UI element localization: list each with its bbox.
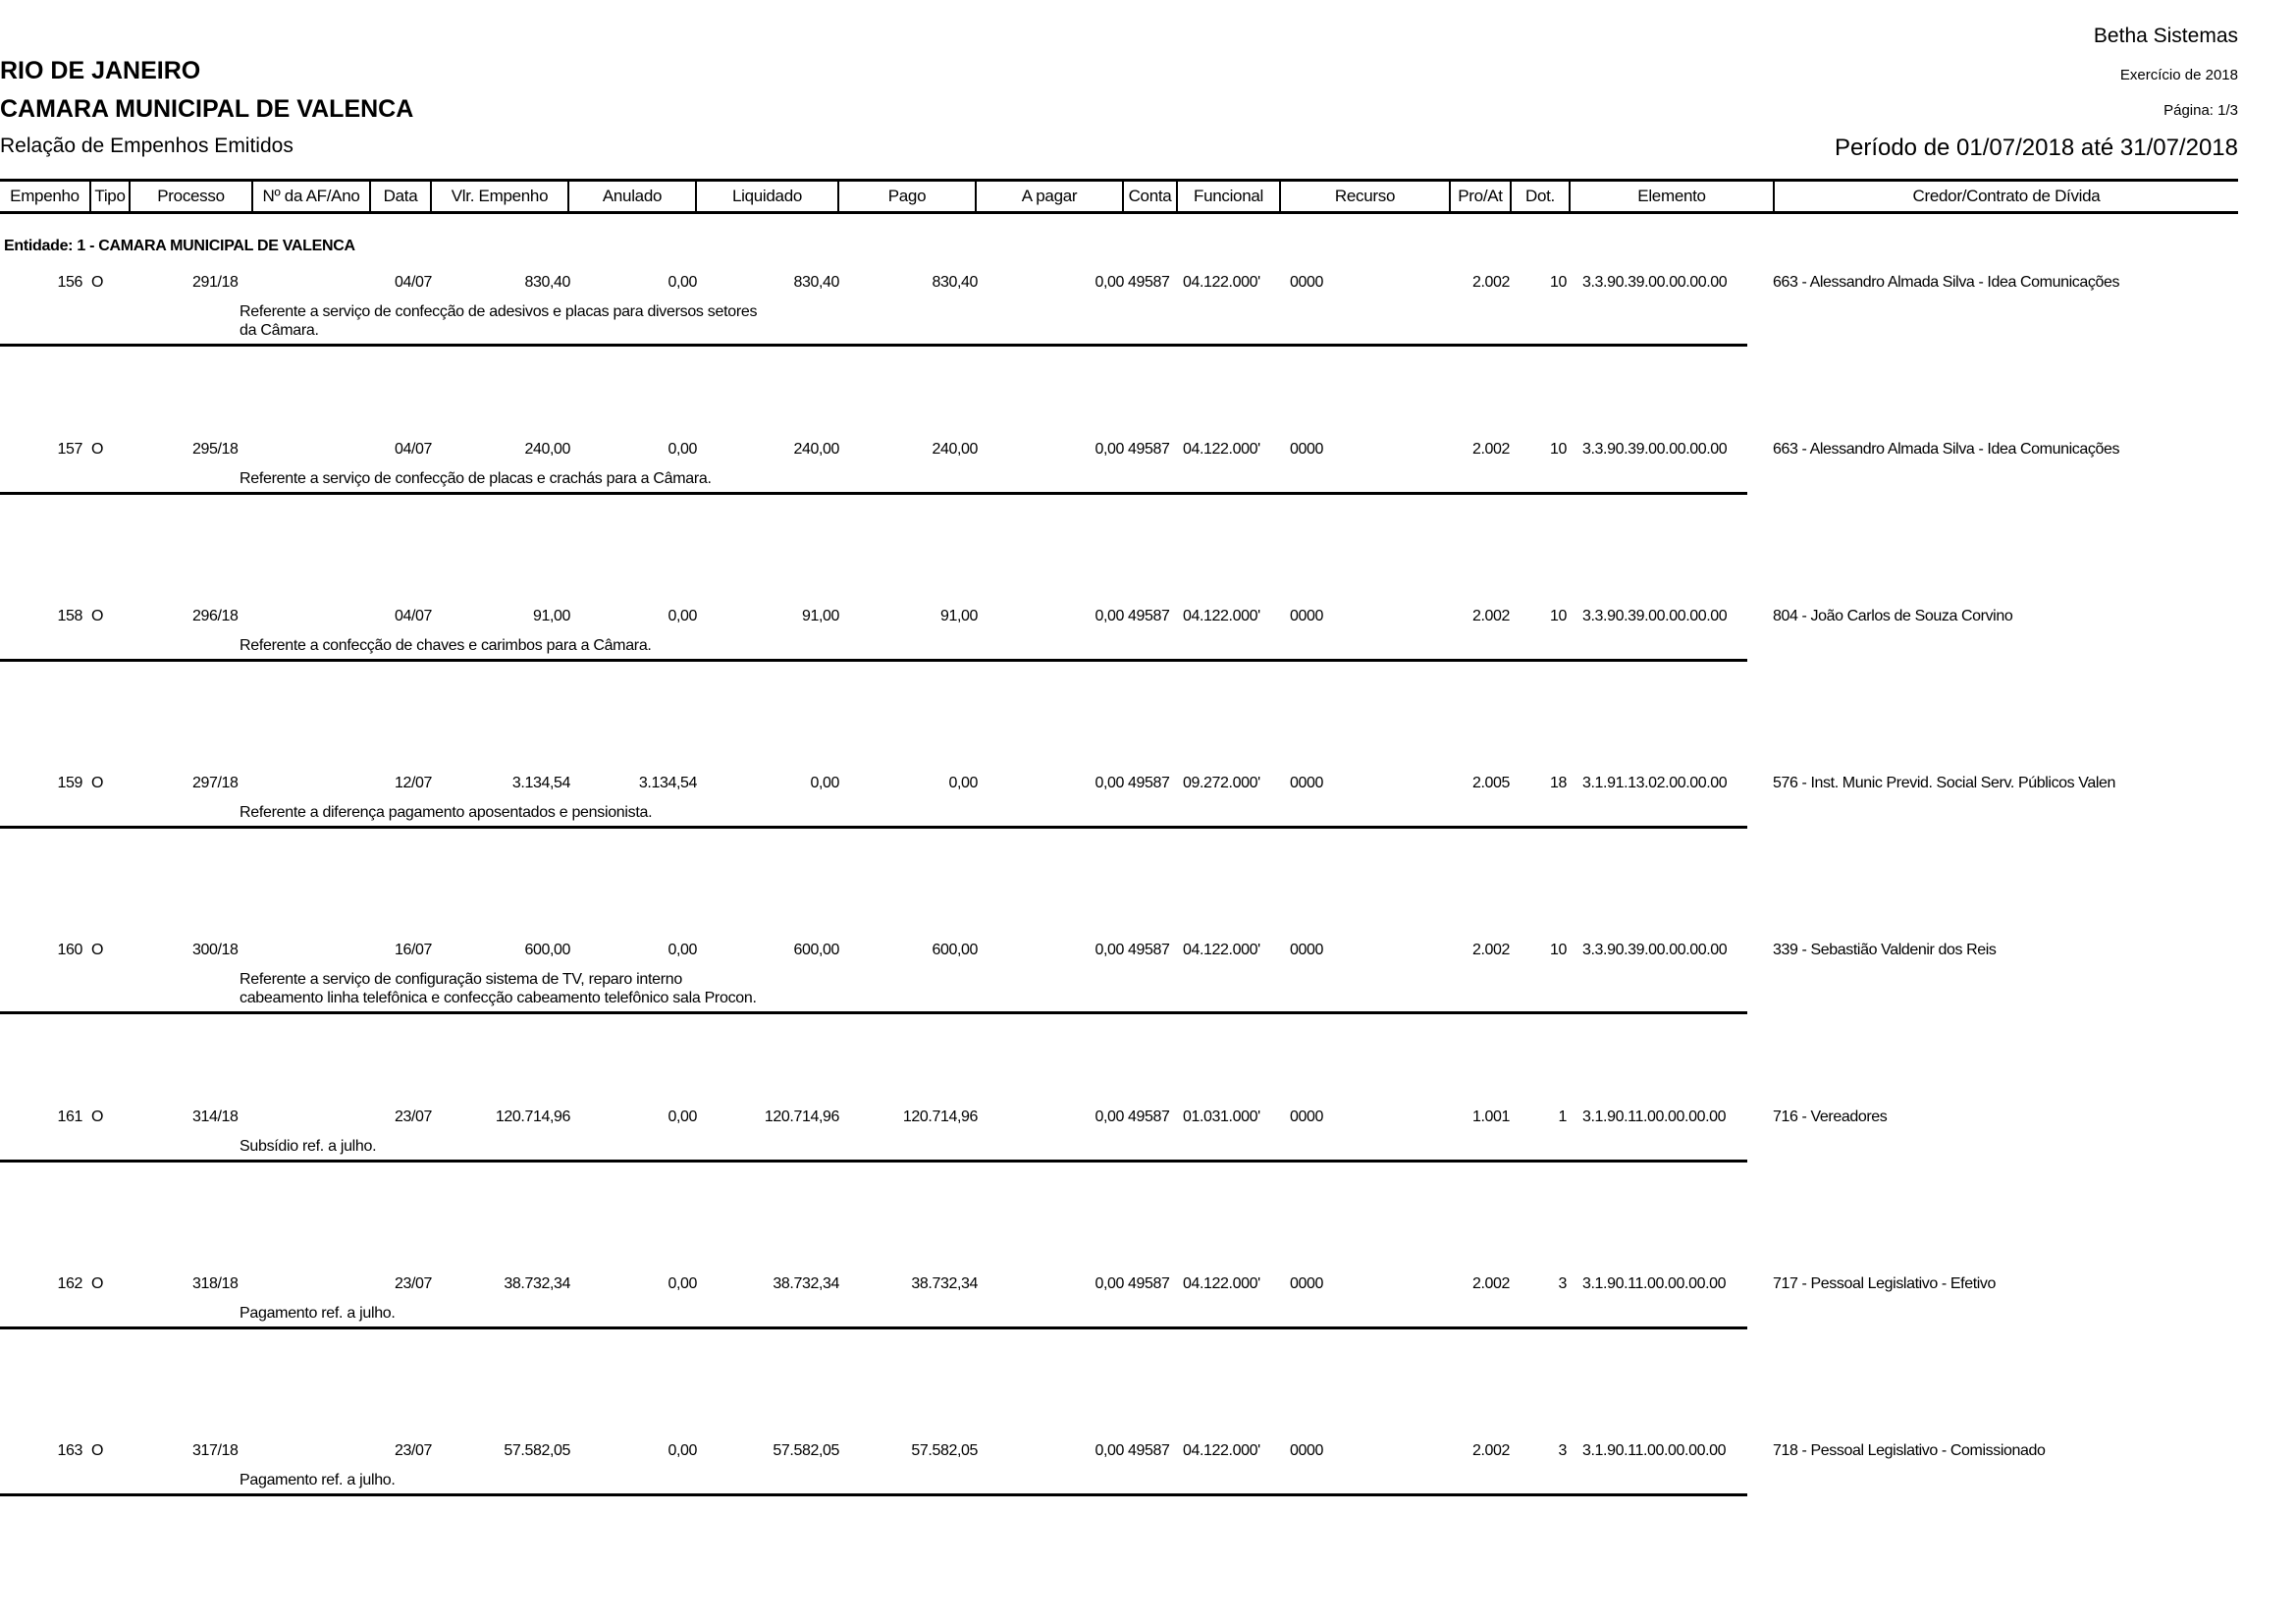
row-divider — [0, 492, 1747, 495]
valor-empenho: 600,00 — [524, 942, 570, 958]
column-header-processo: Processo — [131, 182, 253, 211]
liquidado: 0,00 — [810, 775, 839, 791]
processo: 300/18 — [192, 942, 239, 958]
conta: 49587 — [1128, 775, 1170, 791]
pro-at: 2.002 — [1471, 274, 1510, 291]
elemento: 3.3.90.39.00.00.00.00 — [1582, 942, 1728, 958]
row-divider — [0, 1011, 1747, 1014]
column-header-anulado: Anulado — [569, 182, 697, 211]
elemento: 3.1.90.11.00.00.00.00 — [1582, 1275, 1727, 1292]
data: 23/07 — [394, 1109, 432, 1125]
recurso: 0000 — [1290, 608, 1323, 624]
anulado: 0,00 — [667, 608, 697, 624]
row-description: Referente a serviço de confecção de adesivos e placas para diversos setores da Câmara. — [240, 303, 758, 339]
anulado: 0,00 — [667, 1275, 697, 1292]
tipo: O — [91, 942, 104, 958]
report-period: Período de 01/07/2018 até 31/07/2018 — [1834, 135, 2238, 161]
row-divider — [0, 1326, 1747, 1329]
row-description: Referente a diferença pagamento aposentados e pensionista. — [240, 804, 653, 821]
elemento: 3.1.90.11.00.00.00.00 — [1582, 1109, 1727, 1125]
row-description: Pagamento ref. a julho. — [240, 1305, 396, 1322]
pago: 91,00 — [939, 608, 978, 624]
pago: 600,00 — [932, 942, 978, 958]
state-title: RIO DE JANEIRO — [0, 57, 201, 84]
funcional: 04.122.000' — [1183, 608, 1260, 624]
conta: 49587 — [1128, 1442, 1170, 1459]
processo: 291/18 — [192, 274, 239, 291]
valor-empenho: 91,00 — [532, 608, 570, 624]
dotacao: 10 — [1550, 942, 1567, 958]
a-pagar: 0,00 — [1095, 441, 1124, 458]
valor-empenho: 240,00 — [524, 441, 570, 458]
column-header-a-pagar: A pagar — [977, 182, 1124, 211]
pro-at: 2.002 — [1471, 608, 1510, 624]
funcional: 04.122.000' — [1183, 441, 1260, 458]
tipo: O — [91, 608, 104, 624]
pro-at: 2.002 — [1471, 1275, 1510, 1292]
recurso: 0000 — [1290, 775, 1323, 791]
dotacao: 10 — [1550, 608, 1567, 624]
pro-at: 2.005 — [1471, 775, 1510, 791]
row-description: Pagamento ref. a julho. — [240, 1472, 396, 1488]
row-description: Subsídio ref. a julho. — [240, 1138, 377, 1155]
column-header-credor: Credor/Contrato de Dívida — [1912, 187, 2101, 205]
dotacao: 3 — [1558, 1275, 1567, 1292]
liquidado: 600,00 — [793, 942, 839, 958]
dotacao: 18 — [1550, 775, 1567, 791]
row-description: Referente a serviço de confecção de placas e crachás para a Câmara. — [240, 470, 712, 487]
tipo: O — [91, 775, 104, 791]
recurso: 0000 — [1290, 942, 1323, 958]
column-header-data: Data — [371, 182, 432, 211]
valor-empenho: 57.582,05 — [504, 1442, 570, 1459]
column-header-tipo: Tipo — [91, 182, 131, 211]
conta: 49587 — [1128, 441, 1170, 458]
empenho-number: 162 — [57, 1275, 82, 1292]
credor: 663 - Alessandro Almada Silva - Idea Comunicações — [1773, 441, 2120, 458]
dotacao: 10 — [1550, 441, 1567, 458]
empenho-number: 158 — [57, 608, 82, 624]
tipo: O — [91, 1442, 104, 1459]
a-pagar: 0,00 — [1095, 1442, 1124, 1459]
valor-empenho: 3.134,54 — [511, 775, 570, 791]
a-pagar: 0,00 — [1095, 942, 1124, 958]
entity-title: CAMARA MUNICIPAL DE VALENCA — [0, 95, 414, 123]
credor: 339 - Sebastião Valdenir dos Reis — [1773, 942, 1997, 958]
a-pagar: 0,00 — [1095, 775, 1124, 791]
pago: 240,00 — [932, 441, 978, 458]
credor: 663 - Alessandro Almada Silva - Idea Comunicações — [1773, 274, 2120, 291]
data: 23/07 — [394, 1442, 432, 1459]
valor-empenho: 830,40 — [524, 274, 570, 291]
empenho-number: 157 — [57, 441, 82, 458]
empenho-number: 163 — [57, 1442, 82, 1459]
row-divider — [0, 826, 1747, 829]
row-divider — [0, 659, 1747, 662]
a-pagar: 0,00 — [1095, 608, 1124, 624]
credor: 716 - Vereadores — [1773, 1109, 1888, 1125]
anulado: 0,00 — [667, 942, 697, 958]
elemento: 3.3.90.39.00.00.00.00 — [1582, 274, 1728, 291]
liquidado: 240,00 — [793, 441, 839, 458]
anulado: 0,00 — [667, 274, 697, 291]
a-pagar: 0,00 — [1095, 1109, 1124, 1125]
processo: 296/18 — [192, 608, 239, 624]
exercise-year: Exercício de 2018 — [2119, 67, 2238, 83]
pro-at: 1.001 — [1471, 1109, 1510, 1125]
valor-empenho: 38.732,34 — [504, 1275, 570, 1292]
tipo: O — [91, 441, 104, 458]
processo: 318/18 — [192, 1275, 239, 1292]
elemento: 3.3.90.39.00.00.00.00 — [1582, 441, 1728, 458]
liquidado: 120.714,96 — [764, 1109, 839, 1125]
a-pagar: 0,00 — [1095, 1275, 1124, 1292]
pago: 57.582,05 — [911, 1442, 978, 1459]
row-divider — [0, 1493, 1747, 1496]
data: 04/07 — [394, 274, 432, 291]
tipo: O — [91, 274, 104, 291]
elemento: 3.3.90.39.00.00.00.00 — [1582, 608, 1728, 624]
report-title: Relação de Empenhos Emitidos — [0, 135, 294, 157]
empenho-number: 159 — [57, 775, 82, 791]
column-header-funcional: Funcional — [1178, 182, 1281, 211]
recurso: 0000 — [1290, 274, 1323, 291]
column-header-valor: Vlr. Empenho — [432, 182, 569, 211]
conta: 49587 — [1128, 942, 1170, 958]
page-number: Página: 1/3 — [2163, 102, 2238, 119]
credor: 576 - Inst. Munic Previd. Social Serv. Públicos Valen — [1773, 775, 2116, 791]
row-divider — [0, 1160, 1747, 1163]
conta: 49587 — [1128, 608, 1170, 624]
liquidado: 830,40 — [793, 274, 839, 291]
column-header-elemento: Elemento — [1571, 182, 1775, 211]
table-header — [0, 179, 2238, 214]
funcional: 04.122.000' — [1183, 1442, 1260, 1459]
conta: 49587 — [1128, 274, 1170, 291]
recurso: 0000 — [1290, 1109, 1323, 1125]
data: 04/07 — [394, 608, 432, 624]
processo: 314/18 — [192, 1109, 239, 1125]
funcional: 04.122.000' — [1183, 1275, 1260, 1292]
column-header-pago: Pago — [839, 182, 977, 211]
valor-empenho: 120.714,96 — [495, 1109, 570, 1125]
liquidado: 57.582,05 — [773, 1442, 839, 1459]
recurso: 0000 — [1290, 1275, 1323, 1292]
tipo: O — [91, 1109, 104, 1125]
dotacao: 1 — [1558, 1109, 1567, 1125]
anulado: 0,00 — [667, 1442, 697, 1459]
credor: 717 - Pessoal Legislativo - Efetivo — [1773, 1275, 1997, 1292]
row-divider — [0, 344, 1747, 347]
anulado: 3.134,54 — [638, 775, 697, 791]
credor: 804 - João Carlos de Souza Corvino — [1773, 608, 2013, 624]
conta: 49587 — [1128, 1109, 1170, 1125]
column-header-conta: Conta — [1124, 182, 1178, 211]
liquidado: 91,00 — [801, 608, 839, 624]
anulado: 0,00 — [667, 441, 697, 458]
recurso: 0000 — [1290, 1442, 1323, 1459]
data: 16/07 — [394, 942, 432, 958]
pro-at: 2.002 — [1471, 942, 1510, 958]
column-header-empenho: Empenho — [0, 182, 91, 211]
data: 23/07 — [394, 1275, 432, 1292]
recurso: 0000 — [1290, 441, 1323, 458]
dotacao: 10 — [1550, 274, 1567, 291]
empenho-number: 161 — [57, 1109, 82, 1125]
funcional: 01.031.000' — [1183, 1109, 1260, 1125]
row-description: Referente a confecção de chaves e carimbos para a Câmara. — [240, 637, 652, 654]
system-name: Betha Sistemas — [2093, 25, 2238, 47]
column-header-pro-at: Pro/At — [1451, 182, 1512, 211]
credor: 718 - Pessoal Legislativo - Comissionado — [1773, 1442, 2046, 1459]
column-header-liquidado: Liquidado — [697, 182, 839, 211]
entity-group-label: Entidade: 1 - CAMARA MUNICIPAL DE VALENCA — [4, 238, 355, 254]
pago: 0,00 — [948, 775, 978, 791]
column-header-recurso: Recurso — [1281, 182, 1451, 211]
processo: 295/18 — [192, 441, 239, 458]
pro-at: 2.002 — [1471, 1442, 1510, 1459]
funcional: 09.272.000' — [1183, 775, 1260, 791]
elemento: 3.1.90.11.00.00.00.00 — [1582, 1442, 1727, 1459]
processo: 317/18 — [192, 1442, 239, 1459]
column-header-dot: Dot. — [1512, 182, 1571, 211]
pago: 38.732,34 — [911, 1275, 978, 1292]
pro-at: 2.002 — [1471, 441, 1510, 458]
empenho-number: 160 — [57, 942, 82, 958]
empenho-number: 156 — [57, 274, 82, 291]
row-description: Referente a serviço de configuração sistema de TV, reparo interno cabeamento linha telefônica e confecção cabeamento telefônico sala Procon. — [240, 971, 757, 1006]
a-pagar: 0,00 — [1095, 274, 1124, 291]
funcional: 04.122.000' — [1183, 274, 1260, 291]
anulado: 0,00 — [667, 1109, 697, 1125]
pago: 830,40 — [932, 274, 978, 291]
pago: 120.714,96 — [902, 1109, 978, 1125]
tipo: O — [91, 1275, 104, 1292]
processo: 297/18 — [192, 775, 239, 791]
column-header-af-ano: Nº da AF/Ano — [253, 182, 371, 211]
funcional: 04.122.000' — [1183, 942, 1260, 958]
liquidado: 38.732,34 — [773, 1275, 839, 1292]
data: 12/07 — [394, 775, 432, 791]
conta: 49587 — [1128, 1275, 1170, 1292]
elemento: 3.1.91.13.02.00.00.00 — [1582, 775, 1728, 791]
data: 04/07 — [394, 441, 432, 458]
dotacao: 3 — [1558, 1442, 1567, 1459]
